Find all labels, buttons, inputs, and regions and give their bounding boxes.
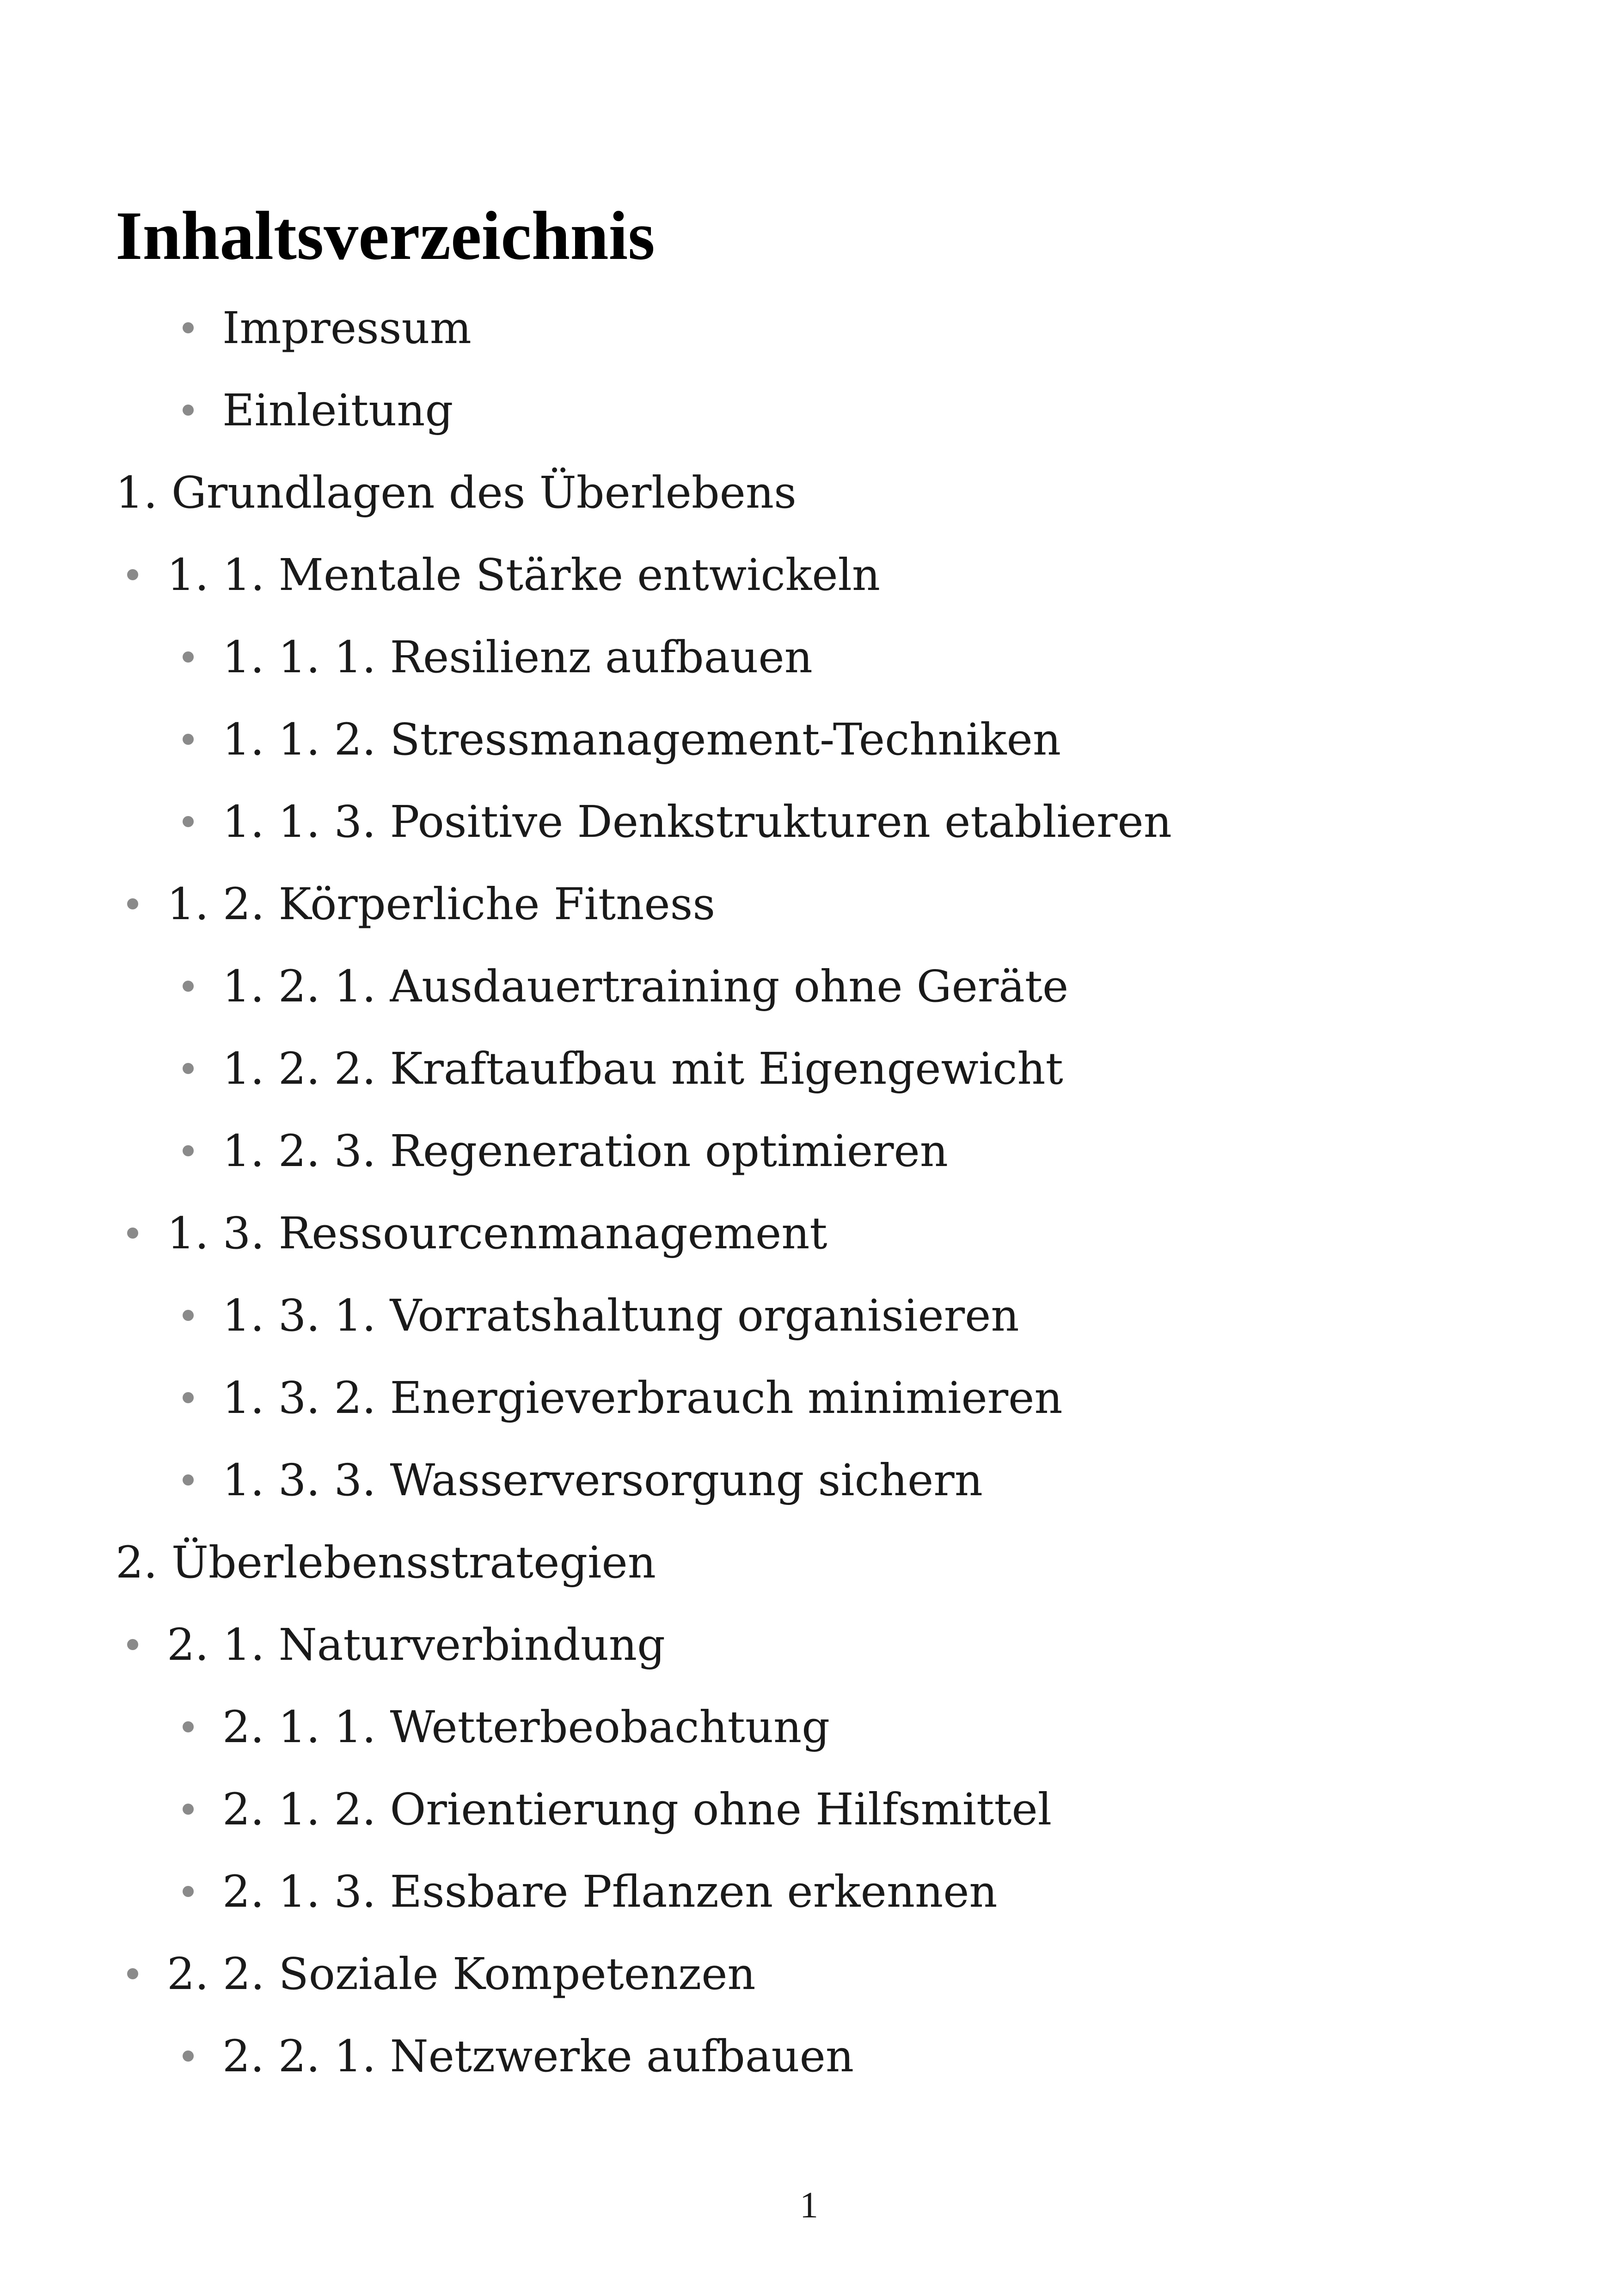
toc-item[interactable] (116, 1535, 656, 1590)
toc-item[interactable] (183, 1123, 948, 1179)
toc-item[interactable] (183, 1700, 830, 1755)
toc-item-label: Einleitung (222, 385, 454, 436)
bullet-icon (127, 1968, 138, 1979)
bullet-icon (183, 1145, 194, 1156)
bullet-icon (183, 2050, 194, 2062)
toc-item[interactable] (183, 1288, 1019, 1344)
bullet-icon (183, 1310, 194, 1321)
toc-item[interactable] (183, 630, 813, 685)
toc-item-label: 1. 2. 3. Regeneration optimieren (222, 1126, 948, 1177)
page-title: Inhaltsverzeichnis (116, 197, 655, 274)
toc-item-label: 1. 1. 1. Resilienz aufbauen (222, 632, 813, 683)
toc-item-label: 1. 2. Körperliche Fitness (167, 879, 716, 930)
toc-item-label: 2. 1. 1. Wetterbeobachtung (222, 1702, 830, 1753)
toc-item-label: Impressum (222, 303, 472, 354)
bullet-icon (183, 1063, 194, 1074)
toc-item-label: 2. Überlebensstrategien (116, 1537, 656, 1588)
toc-item-label: 1. 2. 1. Ausdauertraining ohne Geräte (222, 961, 1069, 1012)
toc-item-label: 1. 1. Mentale Stärke entwickeln (167, 550, 881, 601)
bullet-icon (183, 651, 194, 663)
toc-item[interactable] (183, 712, 1061, 767)
bullet-icon (127, 1639, 138, 1650)
toc-item-label: 1. 3. 3. Wasserversorgung sichern (222, 1455, 983, 1506)
toc-item-label: 2. 2. 1. Netzwerke aufbauen (222, 2031, 854, 2082)
toc-item[interactable] (183, 1370, 1063, 1426)
toc-item[interactable] (183, 1041, 1063, 1097)
toc-item-label: 2. 1. 3. Essbare Pflanzen erkennen (222, 1866, 998, 1917)
toc-item[interactable] (183, 1864, 998, 1920)
toc-item[interactable] (127, 1617, 665, 1673)
bullet-icon (183, 981, 194, 992)
toc-item[interactable] (127, 547, 880, 603)
toc-item-label: 2. 1. Naturverbindung (167, 1620, 665, 1670)
bullet-icon (183, 1721, 194, 1732)
bullet-icon (183, 1392, 194, 1403)
toc-item[interactable] (127, 877, 715, 932)
toc-item-label: 2. 2. Soziale Kompetenzen (167, 1949, 756, 2000)
bullet-icon (183, 1804, 194, 1815)
toc-item[interactable] (183, 301, 472, 356)
toc-item[interactable] (116, 465, 797, 521)
bullet-icon (183, 1474, 194, 1486)
toc-item[interactable] (183, 1453, 983, 1508)
toc-item-label: 1. Grundlagen des Überlebens (116, 467, 797, 518)
bullet-icon (183, 816, 194, 827)
bullet-icon (183, 734, 194, 745)
toc-item[interactable] (183, 959, 1068, 1014)
toc-item-label: 1. 3. Ressourcenmanagement (167, 1208, 827, 1259)
toc-item-label: 1. 3. 2. Energieverbrauch minimieren (222, 1373, 1063, 1424)
toc-item-label: 1. 1. 2. Stressmanagement-Techniken (222, 714, 1061, 765)
toc-item-label: 1. 2. 2. Kraftaufbau mit Eigengewicht (222, 1044, 1063, 1094)
toc-item-label: 2. 1. 2. Orientierung ohne Hilfsmittel (222, 1784, 1052, 1835)
bullet-icon (127, 1228, 138, 1239)
toc-item[interactable] (183, 2029, 854, 2084)
bullet-icon (127, 898, 138, 909)
bullet-icon (183, 405, 194, 416)
toc-item[interactable] (183, 1782, 1052, 1837)
toc-item-label: 1. 3. 1. Vorratshaltung organisieren (222, 1290, 1019, 1341)
toc-item[interactable] (127, 1206, 827, 1261)
toc-item-label: 1. 1. 3. Positive Denkstrukturen etablieren (222, 797, 1172, 847)
bullet-icon (127, 569, 138, 580)
toc-item[interactable] (183, 794, 1172, 850)
bullet-icon (183, 1886, 194, 1897)
bullet-icon (183, 322, 194, 333)
toc-item[interactable] (183, 383, 453, 438)
page-number: 1 (800, 2185, 818, 2226)
toc-item[interactable] (127, 1946, 756, 2002)
